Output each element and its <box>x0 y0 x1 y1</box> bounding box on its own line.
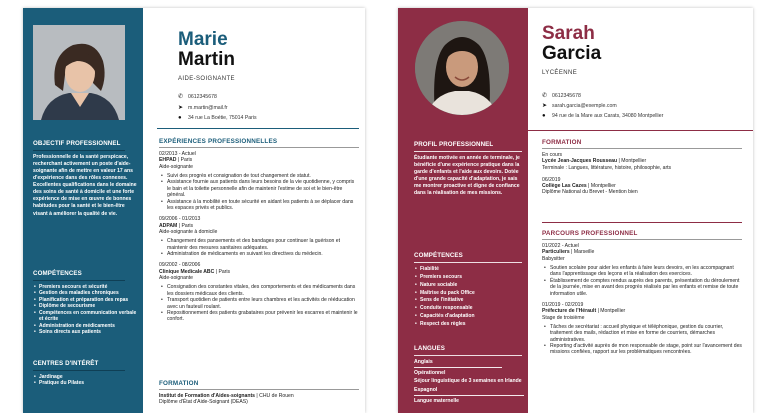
list-item: • Maîtrise du pack Office <box>414 290 524 298</box>
entry-place: | Paris <box>214 268 231 275</box>
entry-job: Aide-soignante <box>159 163 193 170</box>
list-item: • Soins directs aux patients <box>33 329 137 336</box>
list-item: • Jardinage <box>33 374 137 381</box>
profil-section <box>414 141 524 197</box>
send-icon: ➤ <box>178 105 184 111</box>
phone-icon: ✆ <box>178 94 184 100</box>
header-divider <box>528 130 753 131</box>
divider <box>33 280 125 281</box>
list-item: • Pratique du Pilates <box>33 380 137 387</box>
last-name: Martin <box>178 49 235 70</box>
langues-section <box>414 345 524 405</box>
language-level-bar <box>414 395 524 397</box>
entry-dates: En cours <box>542 152 563 158</box>
list-item: • Transport quotidien de patients entre leurs chambres et les activités de rééducation avec un fauteuil roulant. <box>159 297 359 310</box>
competences-section <box>33 270 137 336</box>
entry-company: ADPAM <box>159 222 178 229</box>
divider <box>33 150 125 151</box>
entry-dates: 09/2002 - 08/2006 <box>159 262 201 269</box>
address-text: 94 rue de la Mare aux Carats, 34080 Montpellier <box>552 113 664 119</box>
first-name: Marie <box>178 29 228 50</box>
email-text: m.martin@mail.fr <box>188 104 228 111</box>
objectif-title: OBJECTIF PROFESSIONNEL <box>33 140 121 147</box>
entry-company: Particuliers <box>542 249 570 256</box>
entry-bullets <box>542 265 742 297</box>
entry-bullets <box>159 238 359 257</box>
list-item: • Respect des règles <box>414 321 524 329</box>
experience-title: EXPÉRIENCES PROFESSIONNELLES <box>159 138 278 145</box>
formation-title: FORMATION <box>159 380 199 387</box>
experience-entry <box>159 151 359 211</box>
language-level: Opérationnel <box>414 370 446 377</box>
entry-bullets <box>542 324 742 356</box>
entry-place: | Paris <box>176 157 193 164</box>
entry-bullets <box>159 173 359 211</box>
divider <box>159 147 359 148</box>
formation-section <box>159 380 359 406</box>
profil-title: PROFIL PROFESSIONNEL <box>414 141 494 148</box>
list-item: • Établissement de comptes rendus auprès des parents, présentation du déroulement de la journée, mise en avant des progrès réalisés par les enfants et remise de toute information utile. <box>542 278 742 297</box>
contact-address <box>178 115 257 121</box>
resume-marie-martin <box>23 8 365 413</box>
email-text: sarah.garcia@exemple.com <box>552 102 617 109</box>
divider <box>414 151 522 152</box>
formation-entry <box>542 152 742 171</box>
language-level-bar <box>414 367 502 369</box>
entry-dates: 01/2022 - Actuel <box>542 243 579 249</box>
language-item <box>414 359 524 385</box>
list-item: • Changement des pansements et des bandages pour continuer la guérison et maintenir des mesures sanitaires adéquates. <box>159 238 359 251</box>
formation-entry <box>542 177 742 196</box>
competences-list <box>414 266 524 329</box>
divider <box>542 148 742 149</box>
entry-dates: 01/2019 - 02/2019 <box>542 301 584 308</box>
entry-job: Aide-soignante à domicile <box>159 228 218 235</box>
entry-diploma: Diplôme National du Brevet - Mention bien <box>542 189 638 196</box>
experience-section <box>159 138 359 323</box>
interets-title: CENTRES D'INTÉRÊT <box>33 360 99 367</box>
language-name: Espagnol <box>414 386 438 393</box>
list-item: • Diplôme de secourisme <box>33 303 137 310</box>
location-pin-icon: ● <box>542 113 546 119</box>
language-detail: Séjour linguistique de 3 semaines en Irlande <box>414 377 522 384</box>
contact-email <box>542 102 617 109</box>
entry-place: | Montpellier <box>596 308 626 315</box>
divider <box>159 389 359 390</box>
entry-dates: 02/2013 - Actuel <box>159 151 196 157</box>
list-item: • Gestion des maladies chroniques <box>33 290 137 297</box>
list-item: • Planification et préparation des repas <box>33 297 137 304</box>
contact-address <box>542 113 663 119</box>
parcours-entry <box>542 243 742 297</box>
phone-text: 0612345678 <box>552 92 581 99</box>
divider <box>542 222 742 223</box>
list-item: • Capacités d'adaptation <box>414 313 524 321</box>
list-item: • Premiers secours <box>414 274 524 282</box>
job-title: AIDE-SOIGNANTE <box>178 76 235 82</box>
list-item: • Reporting d'activité auprès de mon responsable de stage, point sur l'avancement des missions confiées, rapport sur les problématiques rencontrées. <box>542 343 742 356</box>
list-item: • Assistance fournie aux patients dans leurs besoins de la vie quotidienne, y compris le bain et la toilette personnelle afin de maintenir l'estime de soi et le bien-être général. <box>159 179 359 198</box>
parcours-entry <box>542 302 742 356</box>
contact-email <box>178 104 228 111</box>
profil-text: Étudiante motivée en année de terminale, je bénéficie d'une expérience pratique dans la garde d'enfants et l'aide aux devoirs. Dotée d'une grande capacité d'adaptation, je sais me montrer proactive et digne de confiance dans la réalisation de mes missions. <box>414 154 520 197</box>
langues-title: LANGUES <box>414 345 445 352</box>
language-item <box>414 387 524 406</box>
language-level: Langue maternelle <box>414 398 460 405</box>
last-name: Garcia <box>542 43 602 64</box>
divider <box>414 262 522 263</box>
interets-list <box>33 374 137 387</box>
formation-section <box>542 139 742 196</box>
list-item: • Premiers secours et sécurité <box>33 284 137 291</box>
entry-place: | Paris <box>177 222 194 229</box>
entry-company: EHPAD <box>159 157 177 164</box>
entry-place: | Montpellier <box>617 158 647 165</box>
parcours-title: PARCOURS PROFESSIONNEL <box>542 230 638 237</box>
main-column <box>143 8 365 413</box>
divider <box>414 355 522 356</box>
address-text: 34 rue La Boétie, 75014 Paris <box>188 115 257 121</box>
entry-company: Clinique Medicale ABC <box>159 268 215 275</box>
entry-dates: 06/2019 <box>542 176 561 183</box>
list-item: • Administration de médicaments en suivant les directives du médecin. <box>159 251 359 257</box>
list-item: • Conduite responsable <box>414 305 524 313</box>
entry-school: Collège Las Cazes <box>542 183 587 190</box>
resume-sarah-garcia <box>398 8 753 413</box>
objectif-text: Professionnelle de la santé perspicace, recherchant activement un poste d'aide-soignante afin de mettre en valeur 17 ans d'expérience dans des rôles connexes. Excellentes qualifications dans le domaine des soins de santé à domicile et une forte expérience de mise en œuvre de bonnes habitudes pour la santé et le bien-être visant à améliorer la qualité de vie. <box>33 153 137 217</box>
entry-diploma: Terminale : Langues, littérature, histoire, philosophie, arts <box>542 164 672 171</box>
profile-photo <box>33 25 125 120</box>
formation-diploma: Diplôme d'État d'Aide-Soignant (DEAS) <box>159 399 248 406</box>
header-divider <box>157 128 359 129</box>
phone-text: 0612345678 <box>188 93 217 100</box>
entry-company: Préfecture de l'Hérault <box>542 308 597 315</box>
divider <box>542 239 742 240</box>
formation-school: Institut de Formation d'Aides-soignants <box>159 393 256 399</box>
list-item: • Administration de médicaments <box>33 323 137 330</box>
list-item: • Assistance à la mobilité en toute sécurité en aidant les patients à se déplacer dans les espaces privés et publics. <box>159 199 359 212</box>
objectif-section <box>33 140 137 218</box>
competences-title: COMPÉTENCES <box>33 270 82 277</box>
entry-place: | Montpellier <box>586 183 616 190</box>
experience-entry <box>159 262 359 322</box>
entry-place: | Marseille <box>569 249 595 256</box>
location-pin-icon: ● <box>178 115 182 121</box>
divider <box>33 370 125 371</box>
interets-section <box>33 360 137 387</box>
parcours-section <box>542 222 742 356</box>
competences-title: COMPÉTENCES <box>414 252 463 259</box>
competences-section <box>414 252 524 329</box>
list-item: • Nature sociable <box>414 282 524 290</box>
entry-job: Stage de troisième <box>542 314 585 321</box>
profile-photo <box>415 21 509 115</box>
phone-icon: ✆ <box>542 93 548 99</box>
job-title: LYCÉENNE <box>542 70 578 76</box>
entry-school: Lycée Jean-Jacques Rousseau <box>542 158 618 165</box>
list-item: • Suivi des progrès et consignation de tout changement de statut. <box>159 173 359 179</box>
main-column <box>528 8 753 413</box>
list-item: • Compétences en communication verbale et écrite <box>33 310 137 323</box>
list-item: • Repositionnement des patients grabataires pour prévenir les escarres et maintenir le confort. <box>159 310 359 323</box>
list-item: • Fiabilité <box>414 266 524 274</box>
sidebar <box>398 8 528 413</box>
list-item: • Tâches de secrétariat : accueil physique et téléphonique, gestion du courrier, traitement des mails, rédaction et mise en forme de courriers, démarches administratives. <box>542 324 742 343</box>
list-item: • Consignation des constantes vitales, des comportements et des médicaments dans les dossiers médicaux des clients. <box>159 284 359 297</box>
first-name: Sarah <box>542 23 595 44</box>
formation-title: FORMATION <box>542 139 582 146</box>
contact-phone <box>178 93 217 100</box>
list-item: • Soutien scolaire pour aider les enfants à faire leurs devoirs, en les accompagnant dans l'apprentissage des leçons et la réalisation des exercices. <box>542 265 742 278</box>
send-icon: ➤ <box>542 103 548 109</box>
list-item: • Sens de l'initiative <box>414 297 524 305</box>
entry-job: Aide-soignante <box>159 275 193 282</box>
competences-list <box>33 284 137 336</box>
contact-phone <box>542 92 581 99</box>
entry-dates: 09/2006 - 01/2013 <box>159 216 201 223</box>
language-name: Anglais <box>414 358 433 365</box>
entry-job: Babysitter <box>542 255 565 262</box>
sidebar <box>23 8 143 413</box>
experience-entry <box>159 216 359 257</box>
entry-bullets <box>159 284 359 322</box>
formation-place: | CHU de Rouen <box>255 393 294 399</box>
